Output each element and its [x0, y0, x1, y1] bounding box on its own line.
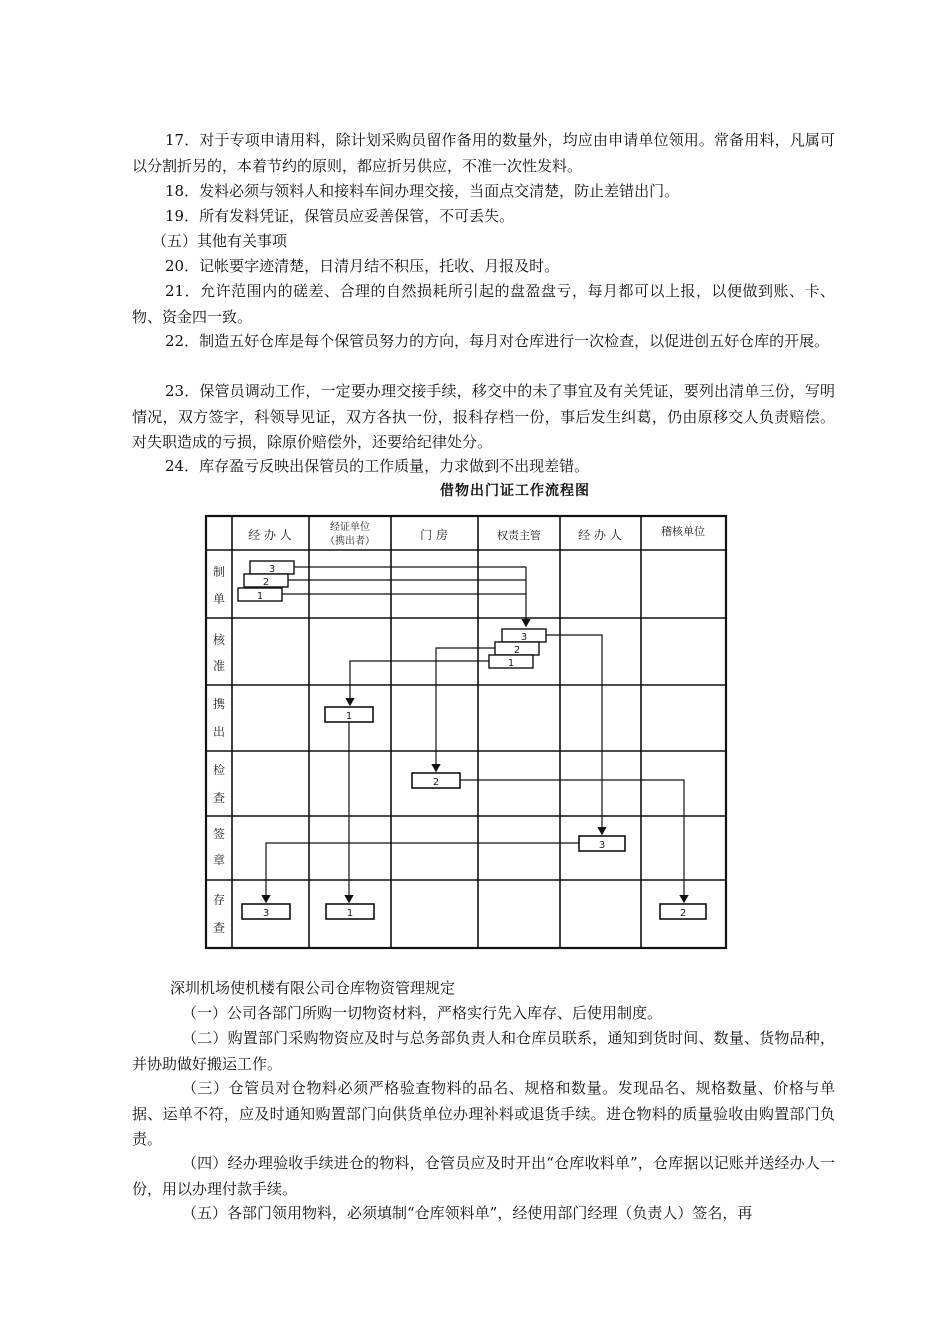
approve-copy-3: 3	[520, 632, 528, 643]
regulation-item-2: （二）购置部门采购物资应及时与总务部负责人和仓库员联系，通知到货时间、数量、货物品种，并协助做好搬运工作。	[132, 1029, 835, 1073]
make-to-approve-lines	[282, 567, 526, 626]
row-label-check-1: 检	[212, 763, 226, 777]
stamp-copy-3: 3	[598, 840, 606, 851]
check-to-audit-line	[460, 780, 684, 902]
col-header-audit: 稽核单位	[661, 525, 705, 538]
stamp-to-file-line	[266, 843, 579, 902]
row-label-carry-1: 携	[212, 697, 226, 711]
approve-to-carry-line	[350, 661, 489, 705]
col-header-handler-2: 经 办 人	[578, 528, 622, 542]
regulation-title: 深圳机场使机楼有限公司仓库物资管理规定	[170, 979, 456, 997]
section-heading-5: （五）其他有关事项	[152, 232, 288, 250]
file-copy-3: 3	[262, 908, 270, 919]
row-label-file-2: 查	[212, 921, 226, 935]
carry-copy-1: 1	[345, 711, 353, 722]
row-label-approve-2: 准	[212, 659, 226, 673]
make-copy-1: 1	[256, 591, 264, 602]
row-dividers	[206, 550, 726, 880]
make-copy-3: 3	[268, 564, 276, 575]
row-label-check-2: 查	[212, 791, 226, 805]
approve-to-check-line	[436, 648, 495, 771]
regulation-item-5: （五）各部门领用物料，必须填制“仓库领料单”，经使用部门经理（负责人）签名，再	[182, 1204, 753, 1222]
row-label-stamp-1: 签	[212, 827, 226, 841]
col-header-supervisor: 权责主管	[497, 529, 541, 542]
file-copy-1: 1	[346, 908, 354, 919]
row-label-make-1: 制	[212, 565, 226, 579]
regulation-item-4: （四）经办理验收手续进仓的物料，仓管员应及时开出“仓库收料单”，仓库据以记账并送经办人一份，用以办理付款手续。	[132, 1154, 835, 1198]
paragraph-20: 20．记帐要字迹清楚，日清月结不积压，托收、月报及时。	[165, 257, 560, 275]
col-header-unit: 经证单位	[330, 522, 370, 533]
approve-copy-1: 1	[507, 658, 515, 669]
row-label-approve-1: 核	[212, 633, 226, 647]
regulation-item-3: （三）仓管员对仓物料必须严格验查物料的品名、规格和数量。发现品名、规格数量、价格与单据、运单不符，应及时通知购置部门向供货单位办理补料或退货手续。进仓物料的质量验收由购置部门负责。	[132, 1079, 835, 1148]
make-copy-2: 2	[262, 577, 270, 588]
paragraph-23: 23．保管员调动工作，一定要办理交接手续，移交中的未了事宜及有关凭证，要列出清单三份，写明情况，双方签字，科领导见证，双方各执一份，报科存档一份，事后发生纠葛，仍由原移交人负责赔偿。对失职造成的亏损，除原价赔偿外，还要给纪律处分。	[132, 382, 835, 451]
check-copy-2: 2	[432, 777, 440, 788]
col-header-carrier: （携出者）	[325, 536, 375, 547]
row-label-file-1: 存	[212, 893, 226, 907]
paragraph-18: 18．发料必须与领料人和接料车间办理交接，当面点交清楚，防止差错出门。	[165, 182, 680, 200]
row-label-carry-2: 出	[212, 725, 226, 739]
row-label-make-2: 单	[212, 592, 226, 606]
flowchart-title: 借物出门证工作流程图	[440, 483, 590, 499]
flowchart	[198, 508, 734, 954]
col-header-handler: 经 办 人	[248, 528, 292, 542]
regulation-item-1: （一）公司各部门所购一切物资材料，严格实行先入库存、后使用制度。	[182, 1004, 663, 1022]
approve-to-stamp-line	[546, 635, 602, 834]
paragraph-17: 17．对于专项申请用料，除计划采购员留作备用的数量外，均应由申请单位领用。常备用料，凡属可以分割折另的，本着节约的原则，都应折另供应，不准一次性发料。	[132, 131, 835, 175]
paragraph-24: 24．库存盈亏反映出保管员的工作质量，力求做到不出现差错。	[165, 457, 590, 475]
paragraph-21: 21．允许范围内的磋差、合理的自然损耗所引起的盘盈盘亏，每月都可以上报，以便做到账、卡、物、资金四一致。	[132, 282, 835, 326]
approve-copy-2: 2	[513, 645, 521, 656]
paragraph-22: 22．制造五好仓库是每个保管员努力的方向，每月对仓库进行一次检查，以促进创五好仓库的开展。	[165, 332, 830, 350]
paragraph-19: 19．所有发料凭证，保管员应妥善保管，不可丢失。	[165, 207, 515, 225]
row-label-stamp-2: 章	[212, 853, 226, 867]
col-header-gatehouse: 门 房	[420, 528, 448, 542]
file-copy-2: 2	[679, 908, 687, 919]
